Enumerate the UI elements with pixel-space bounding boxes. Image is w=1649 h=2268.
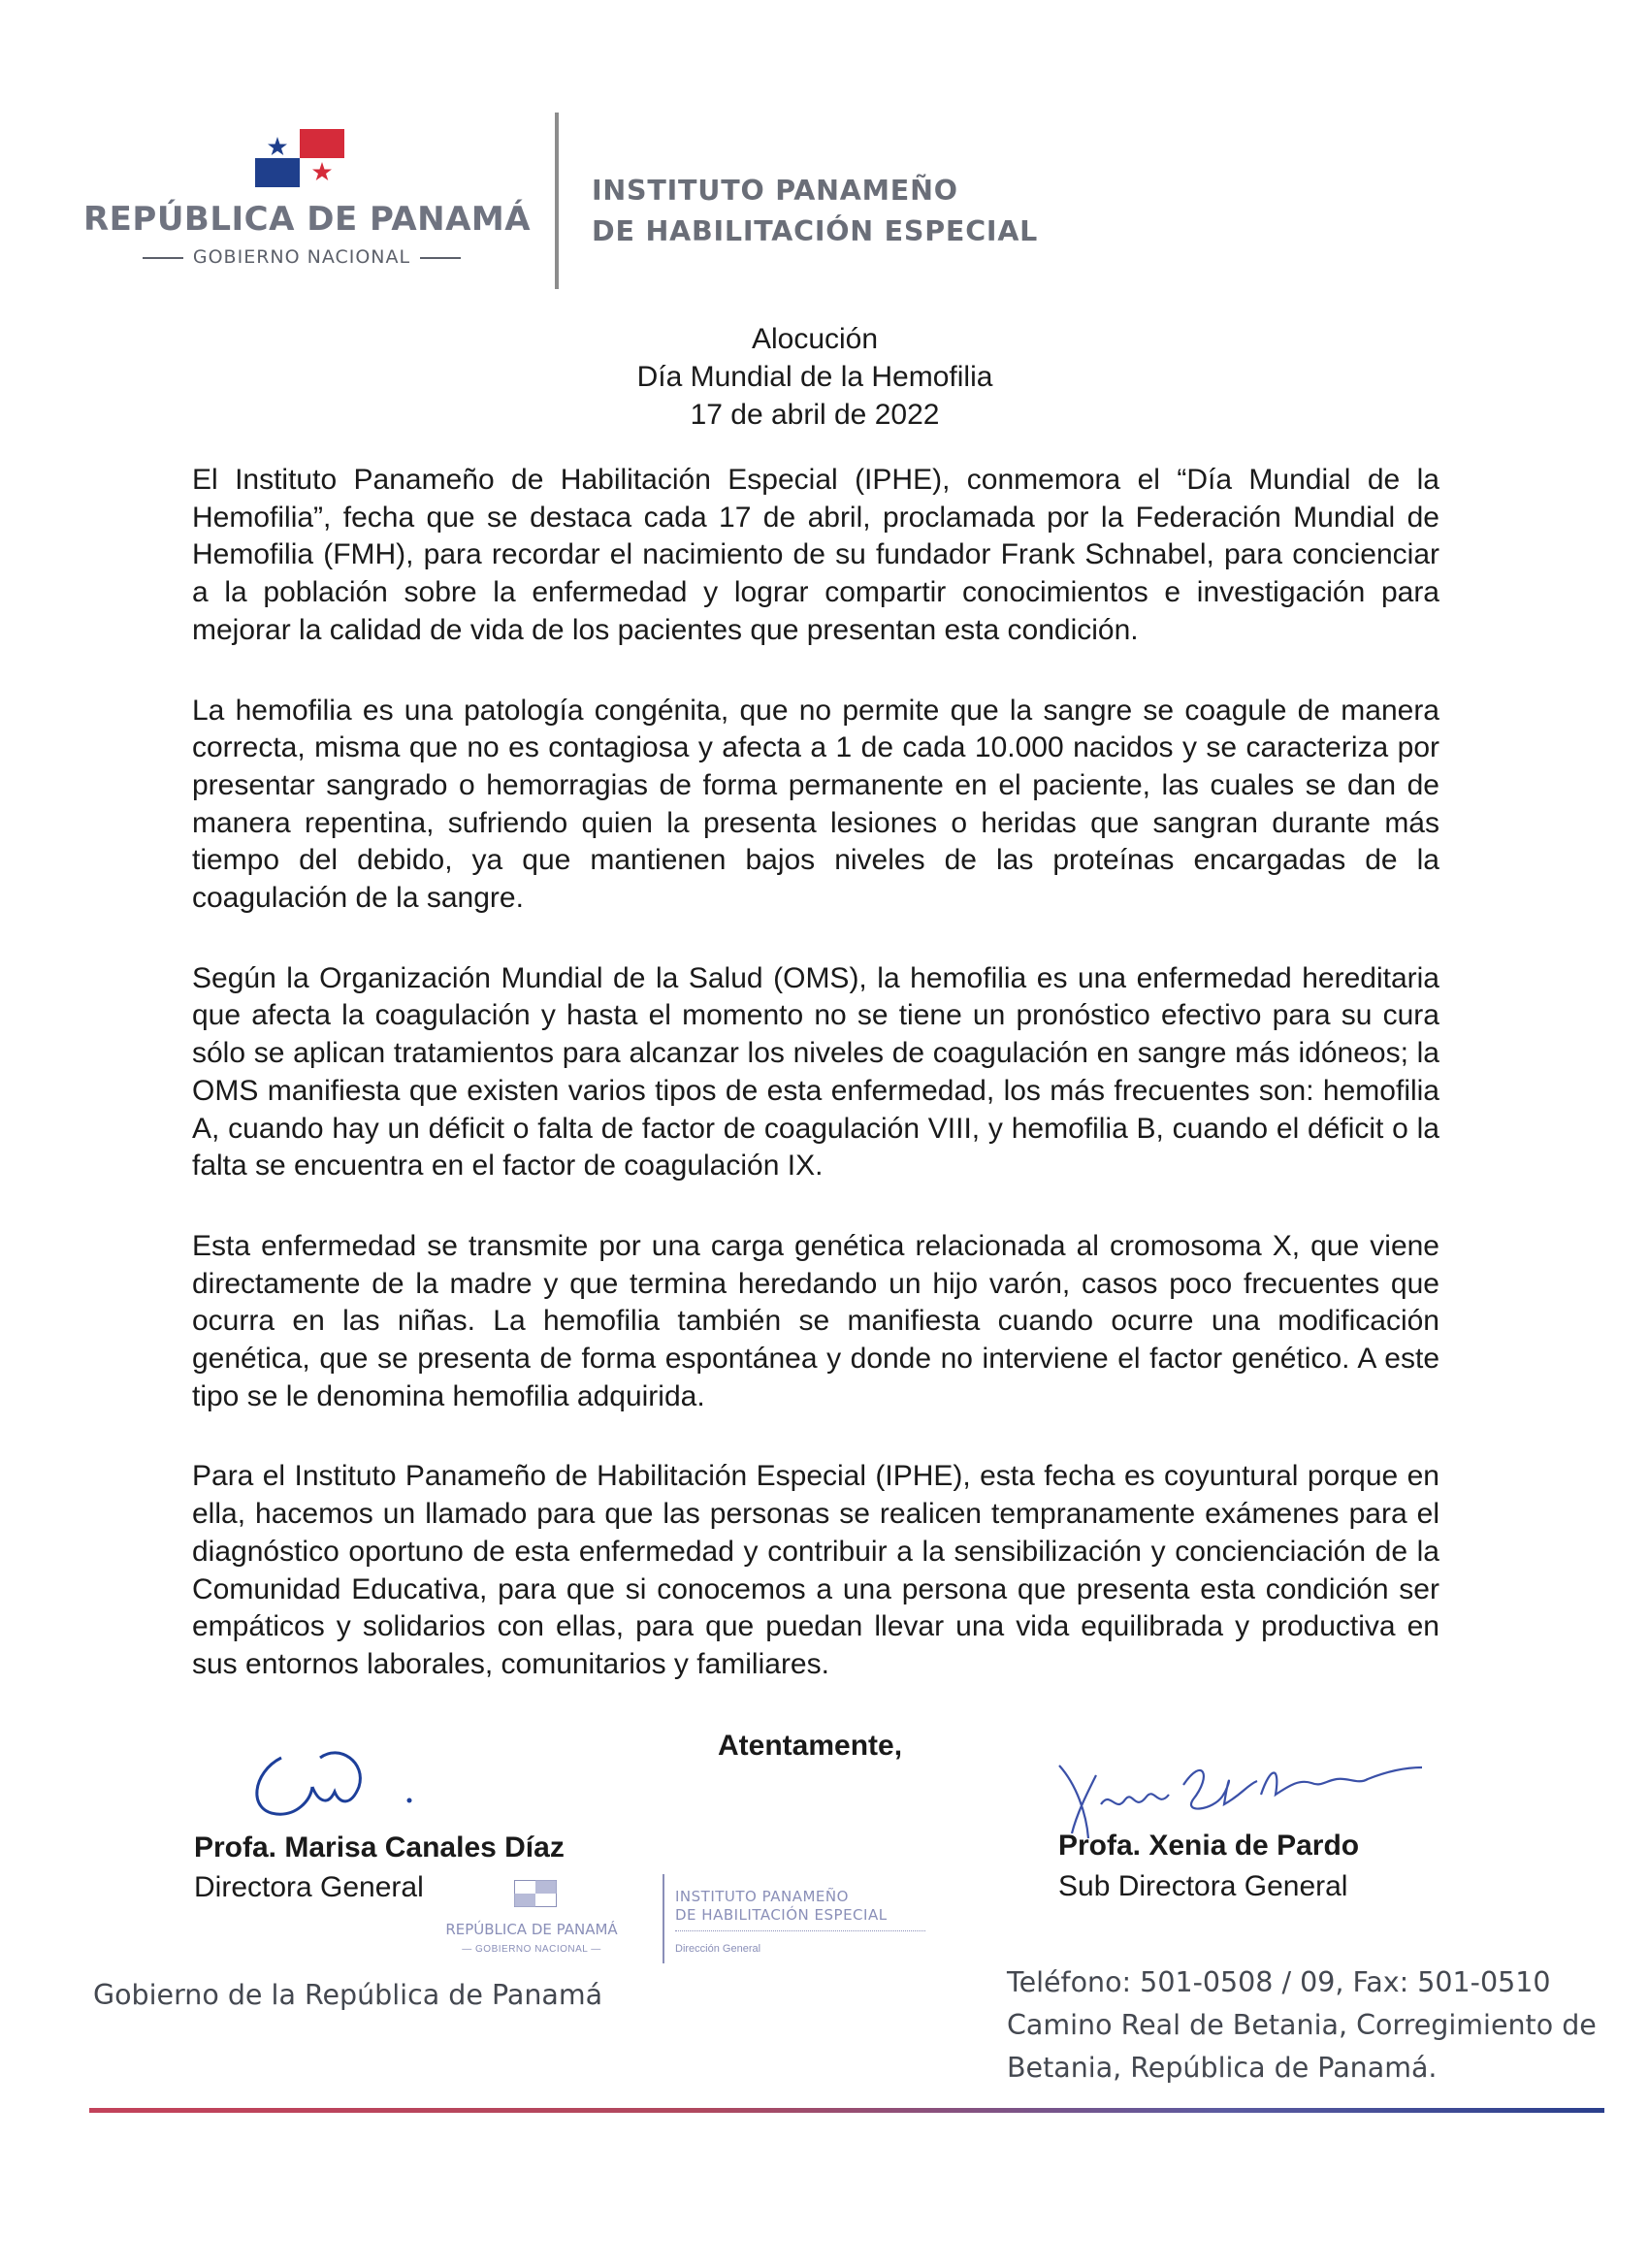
title-line: Alocución [751, 323, 879, 355]
institute-name-line2: DE HABILITACIÓN ESPECIAL [592, 215, 1039, 247]
panama-flag-logo [255, 129, 344, 187]
country-name: REPÚBLICA DE PANAMÁ [83, 200, 532, 239]
government-subtitle [107, 246, 497, 268]
institute-name-line1: INSTITUTO PANAMEÑO [592, 175, 958, 207]
body-paragraph: Según la Organización Mundial de la Salud (OMS), la hemofilia es una enfermedad hereditaria que afecta la coagulación y hasta el momento no se tiene un pronóstico efectivo para su cura sólo se aplican tratamientos para alcanzar los niveles de coagulación en sangre más idóneos; la OMS manifiesta que existen varios tipos de esta enfermedad, los más frecuentes son: hemofilia A, cuando hay un déficit o falta de factor de coagulación VIII, y hemofilia B, cuando el déficit o la falta se encuentra en el factor de coagulación IX. [192, 961, 1439, 1183]
government-label: GOBIERNO NACIONAL [192, 246, 411, 268]
body-paragraph: El Instituto Panameño de Habilitación Especial (IPHE), conmemora el “Día Mundial de la Hemofilia”, fecha que se destaca cada 17 de abril, proclamada por la Federación Mundial de Hemofilia (FMH), para recordar el nacimiento de su fundador Frank Schnabel, para concienciar a la población sobre la enfermedad y lograr compartir conocimientos e investigación para mejorar la calidad de vida de los pacientes que presentan esta condición. [192, 464, 1439, 646]
stamp-department: Dirección General [675, 1943, 761, 1955]
footer-color-bar [89, 2108, 1604, 2113]
stamp-government: — GOBIERNO NACIONAL — [462, 1944, 601, 1955]
title-date: 17 de abril de 2022 [690, 399, 940, 431]
body-paragraph: La hemofilia es una patología congénita, que no permite que la sangre se coagule de manera correcta, misma que no es contagiosa y afecta a 1 de cada 10.000 nacidos y se caracteriza por presentar sangrado o hemorragias de forma permanente en el paciente, las cuales se dan de manera repentina, sufriendo quien la presenta lesiones o heridas que sangran durante más tiempo del debido, ya que mantienen bajos niveles de las proteínas encargadas de la coagulación de la sangre. [192, 694, 1439, 915]
footer-government: Gobierno de la República de Panamá [93, 1979, 603, 2011]
stamp-country: REPÚBLICA DE PANAMÁ [445, 1921, 618, 1938]
stamp-institute-line2: DE HABILITACIÓN ESPECIAL [675, 1906, 888, 1924]
body-paragraph: Esta enfermedad se transmite por una carga genética relacionada al cromosoma X, que viene directamente de la madre y que termina heredando un hijo varón, casos poco frecuentes que ocurra en las niñas. La hemofilia también se manifiesta cuando ocurre una modificación genética, que se presenta de forma espontánea y donde no interviene el factor genético. A este tipo se le denomina hemofilia adquirida. [192, 1229, 1439, 1412]
divider-dash [143, 257, 183, 259]
subdirector-role: Sub Directora General [1058, 1870, 1348, 1902]
footer-address-line: Camino Real de Betania, Corregimiento de [1007, 2009, 1597, 2041]
stamp-institute-line1: INSTITUTO PANAMEÑO [675, 1888, 849, 1905]
document-title [543, 320, 1086, 434]
stamp-divider [663, 1874, 664, 1963]
institute-name [592, 171, 1038, 252]
closing-salutation: Atentamente, [718, 1730, 903, 1762]
footer-phone: Teléfono: 501-0508 / 09, Fax: 501-0510 [1007, 1966, 1551, 1998]
subdirector-name: Profa. Xenia de Pardo [1058, 1830, 1360, 1862]
title-line: Día Mundial de la Hemofilia [636, 361, 993, 393]
document-body [192, 462, 1439, 1727]
stamp-flag-logo [514, 1880, 557, 1907]
footer-address-line: Betania, República de Panamá. [1007, 2052, 1438, 2084]
body-paragraph: Para el Instituto Panameño de Habilitación Especial (IPHE), esta fecha es coyuntural porque en ella, hacemos un llamado para que las personas se realicen tempranamente exámenes para el diagnóstico oportuno de esta enfermedad y contribuir a la sensibilización y concienciación de la Comunidad Educativa, para que si conocemos a una persona que presenta esta condición ser empáticos y solidarios con ellas, para que puedan llevar una vida equilibrada y productiva en sus entornos laborales, comunitarios y familiares. [192, 1460, 1439, 1680]
director-role: Directora General [194, 1871, 424, 1903]
director-name: Profa. Marisa Canales Díaz [194, 1831, 565, 1863]
footer-contact [1007, 1961, 1597, 2090]
stamp-institute [675, 1888, 888, 1925]
divider-dash [420, 257, 461, 259]
header-divider [555, 113, 559, 289]
stamp-dotted-line [675, 1930, 925, 1931]
signature-director [242, 1729, 427, 1835]
signature-subdirector [1057, 1746, 1426, 1843]
